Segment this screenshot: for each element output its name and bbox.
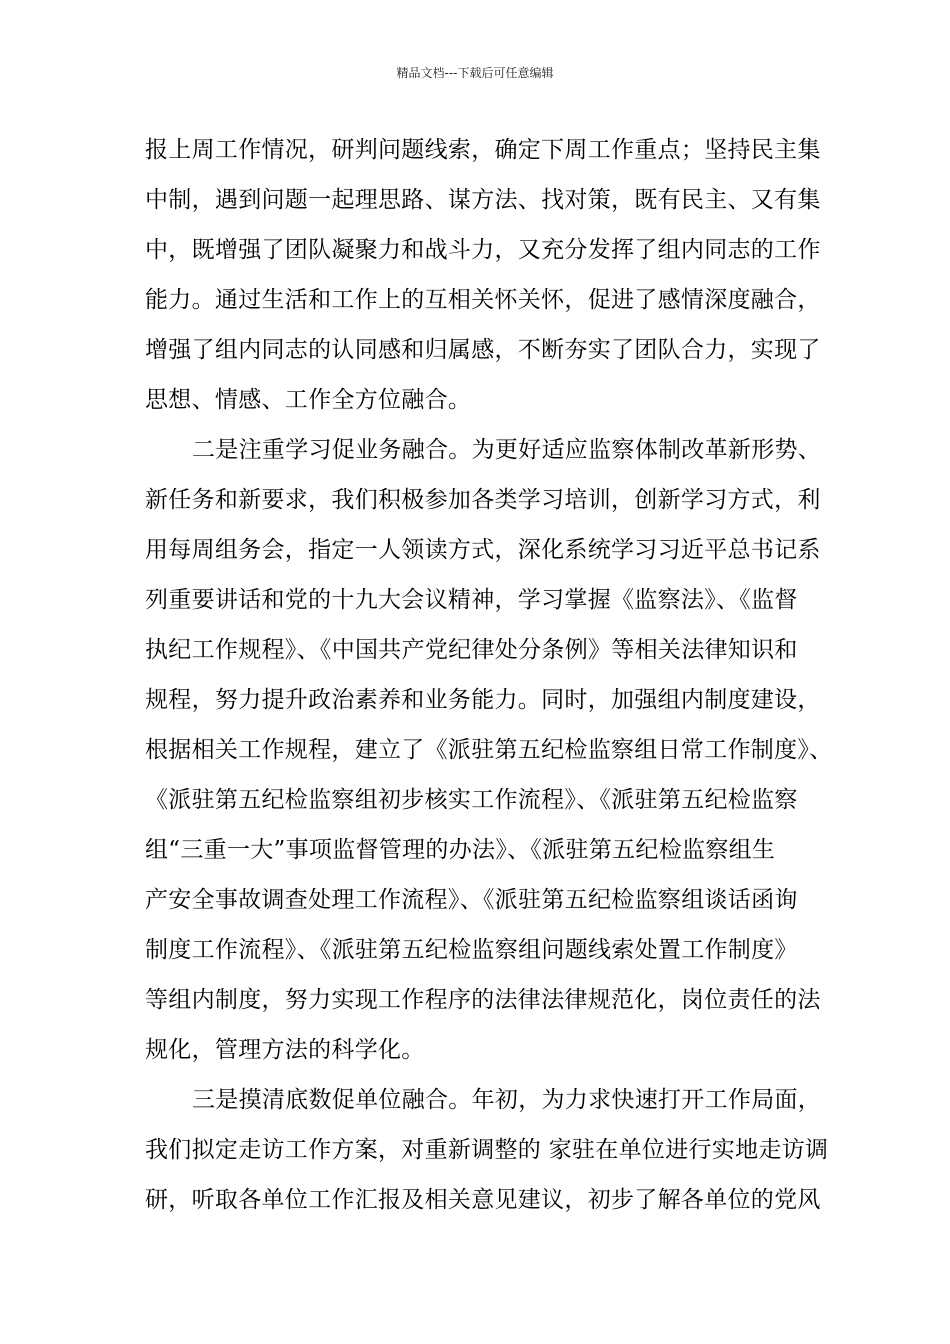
- text-line: 列重要讲话和党的十九大会议精神，学习掌握《监察法》、《监督: [145, 587, 798, 613]
- text-line: 规化，管理方法的科学化。: [145, 1037, 425, 1063]
- text-line: 中制，遇到问题一起理思路、谋方法、找对策，既有民主、又有集: [145, 187, 821, 213]
- text-line: 增强了组内同志的认同感和归属感，不断夯实了团队合力，实现了: [145, 337, 821, 363]
- page-header: 精品文档---下载后可任意编辑: [396, 66, 554, 80]
- text-line: 报上周工作情况，研判问题线索，确定下周工作重点；坚持民主集: [145, 137, 821, 163]
- text-line: 新任务和新要求，我们积极参加各类学习培训，创新学习方式，利: [145, 487, 821, 513]
- paragraph-first-line: 三是摸清底数促单位融合。年初，为力求快速打开工作局面，: [192, 1087, 822, 1113]
- paragraph-first-line: 二是注重学习促业务融合。为更好适应监察体制改革新形势、: [192, 437, 822, 463]
- text-line: 规程，努力提升政治素养和业务能力。同时，加强组内制度建设，: [145, 687, 821, 713]
- text-line: 能力。通过生活和工作上的互相关怀关怀，促进了感情深度融合，: [145, 287, 821, 313]
- text-line: 等组内制度，努力实现工作程序的法律法律规范化，岗位责任的法: [145, 987, 821, 1013]
- text-line: 根据相关工作规程，建立了《派驻第五纪检监察组日常工作制度》、: [145, 737, 833, 763]
- text-line: 我们拟定走访工作方案，对重新调整的 家驻在单位进行实地走访调: [145, 1137, 829, 1163]
- text-line: 制度工作流程》、《派驻第五纪检监察组问题线索处置工作制度》: [145, 937, 798, 963]
- text-line: 《派驻第五纪检监察组初步核实工作流程》、《派驻第五纪检监察: [145, 787, 798, 813]
- text-line: 组“三重一大”事项监督管理的办法》、《派驻第五纪检监察组生: [145, 837, 776, 863]
- text-line: 执纪工作规程》、《中国共产党纪律处分条例》等相关法律知识和: [145, 637, 798, 663]
- text-line: 产安全事故调查处理工作流程》、《派驻第五纪检监察组谈话函询: [145, 887, 798, 913]
- text-line: 用每周组务会，指定一人领读方式，深化系统学习习近平总书记系: [145, 537, 821, 563]
- text-line: 思想、情感、工作全方位融合。: [145, 387, 472, 413]
- text-line: 中，既增强了团队凝聚力和战斗力，又充分发挥了组内同志的工作: [145, 237, 821, 263]
- text-line: 研，听取各单位工作汇报及相关意见建议，初步了解各单位的党风: [145, 1187, 821, 1213]
